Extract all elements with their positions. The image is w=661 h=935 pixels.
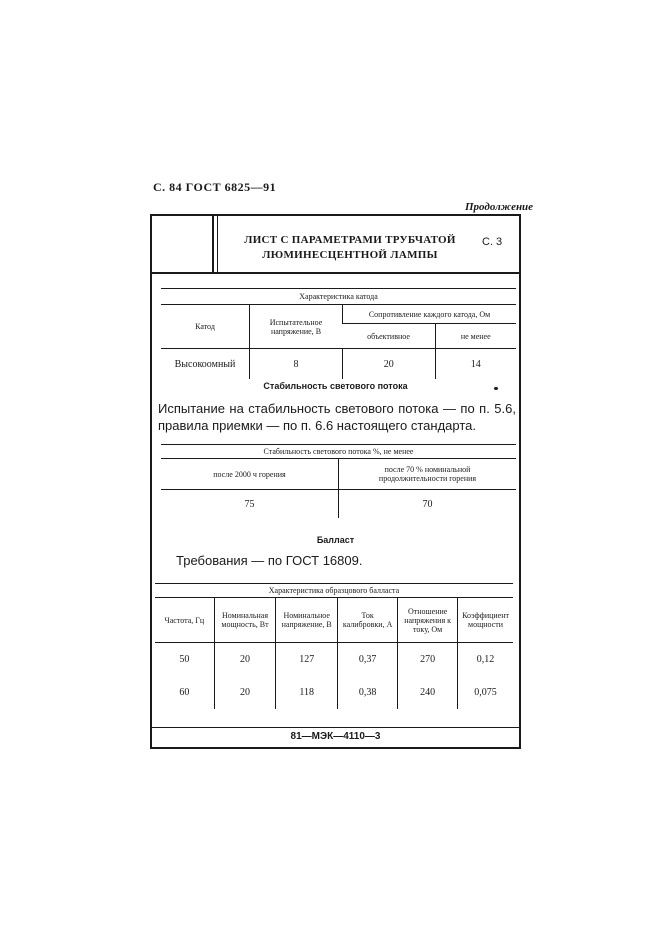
cell-power: 20	[214, 643, 276, 677]
footer-code: 81—МЭК—4110—3	[290, 731, 381, 742]
footer-divider	[150, 727, 521, 728]
col-min: не менее	[435, 324, 516, 349]
cell-calibration-current: 0,37	[338, 643, 398, 677]
cell-power-factor: 0,12	[458, 643, 513, 677]
ballast-title: Балласт	[316, 535, 355, 545]
cell-frequency: 60	[179, 687, 190, 698]
col-calibration-current: Ток калибровки, А	[338, 598, 398, 643]
cell-ratio: 270	[398, 643, 458, 677]
cell-cathode: Высокоомный	[174, 358, 236, 370]
ballast-table	[155, 583, 513, 709]
col-voltage: Номинальное напряжение, В	[276, 598, 338, 643]
sheet-page-number: С. 3	[482, 236, 503, 248]
cell-70pct: 70	[339, 490, 517, 519]
cell-voltage: 127	[276, 643, 338, 677]
page-reference: С. 84 ГОСТ 6825—91	[153, 180, 277, 194]
cell-calibration-current: 0,38	[338, 676, 398, 709]
continuation-label: Продолжение	[465, 201, 534, 213]
cell-voltage: 8	[250, 349, 343, 380]
col-cathode: Катод	[161, 305, 250, 349]
sheet-title	[240, 233, 460, 263]
stability-paragraph: Испытание на стабильность светового потока — по п. 5.6, правила приемки — по п. 6.6 настоящего стандарта.	[158, 401, 516, 433]
stability-table-caption: Стабильность светового потока %, не менее	[161, 445, 516, 459]
col-power: Номинальная мощность, Вт	[214, 598, 276, 643]
col-frequency: Частота, Гц	[155, 598, 214, 643]
cathode-table-caption: Характеристика катода	[161, 289, 516, 305]
table-row	[155, 643, 513, 677]
stability-table	[161, 444, 516, 518]
ballast-table-caption: Характеристика образцового балласта	[155, 584, 513, 598]
col-resistance: Сопротивление каждого катода, Ом	[343, 305, 517, 324]
col-test-voltage: Испытательное напряжение, В	[250, 305, 343, 349]
col-ratio: Отношение напряжения к току, Ом	[398, 598, 458, 643]
ballast-requirement: Требования — по ГОСТ 16809.	[176, 553, 363, 568]
cell-power: 20	[214, 676, 276, 709]
table-row	[161, 349, 516, 380]
title-divider	[212, 214, 214, 274]
cell-2000h: 75	[244, 498, 255, 510]
cell-min: 14	[435, 349, 516, 380]
sheet-title-line2: ЛЮМИНЕСЦЕНТНОЙ ЛАМПЫ	[262, 249, 438, 261]
sheet-title-line1: ЛИСТ С ПАРАМЕТРАМИ ТРУБЧАТОЙ	[244, 234, 456, 246]
col-after-2000h: после 2000 ч горения	[161, 459, 339, 490]
col-power-factor: Коэффициент мощности	[458, 598, 513, 643]
cathode-table	[161, 288, 516, 379]
cell-ratio: 240	[398, 676, 458, 709]
col-nominal: объективное	[343, 324, 436, 349]
cell-voltage: 118	[276, 676, 338, 709]
table-row	[161, 490, 516, 519]
cell-power-factor: 0,075	[458, 676, 513, 709]
stability-title: Стабильность светового потока	[263, 381, 408, 391]
title-divider-thin	[217, 214, 218, 274]
cell-nominal: 20	[343, 349, 436, 380]
cell-frequency: 50	[179, 654, 190, 665]
col-after-70pct: после 70 % номинальной продолжительности горения	[339, 459, 517, 490]
scan-mark	[494, 387, 498, 390]
table-row	[155, 676, 513, 709]
